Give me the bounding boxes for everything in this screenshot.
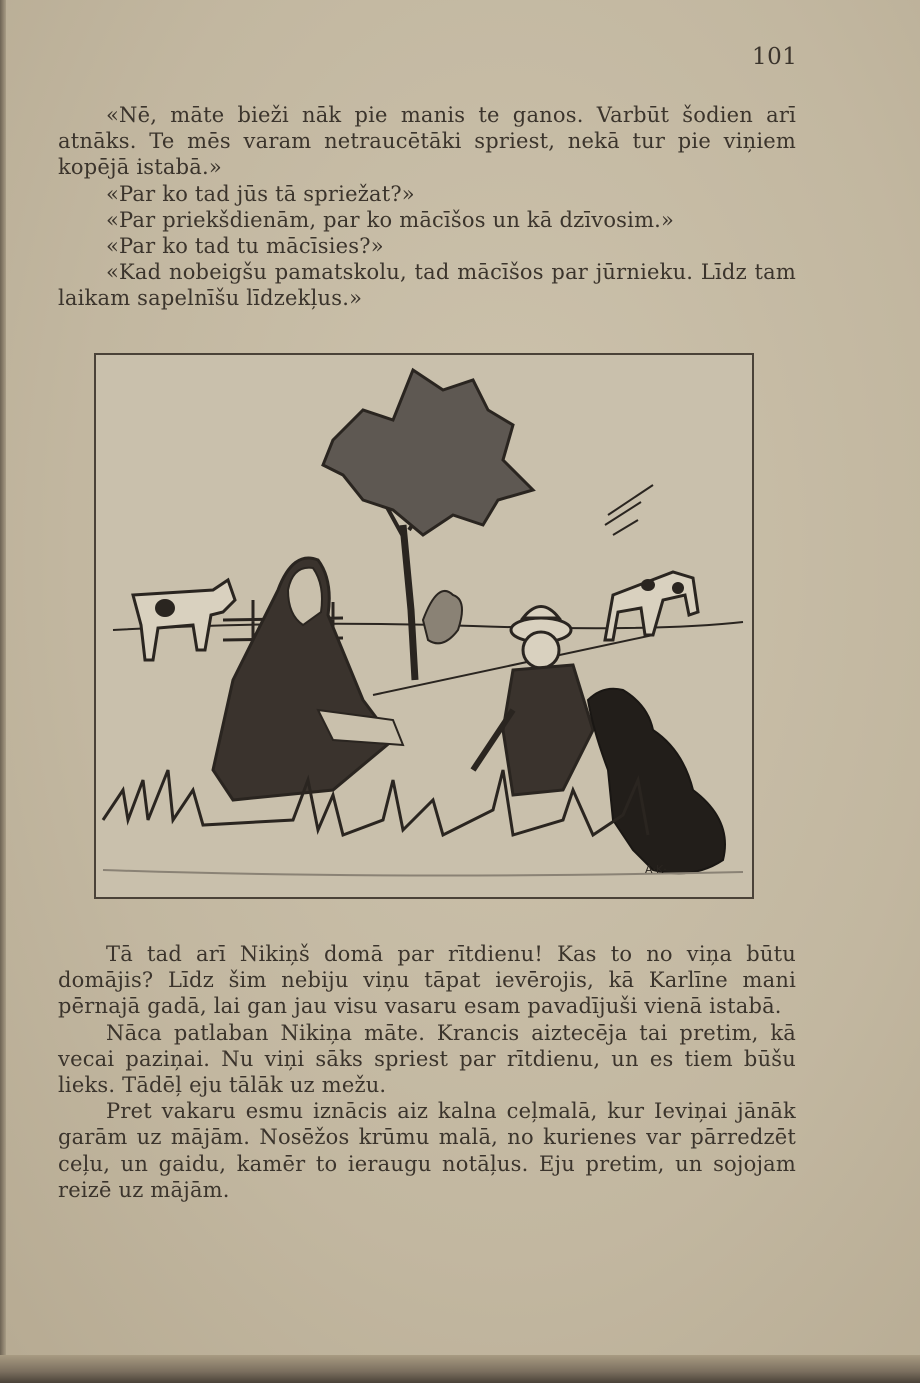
illustration-drawing bbox=[93, 350, 755, 902]
bottom-text-block bbox=[58, 941, 796, 1203]
page-bottom-edge bbox=[0, 1355, 920, 1383]
paragraph: «Nē, māte bieži nāk pie manis te ganos. Varbūt šodien arī atnāks. Te mēs varam netraucētāki spriest, nekā tur pie viņiem kopējā istabā.» bbox=[58, 103, 796, 180]
paragraph: Pret vakaru esmu iznācis aiz kalna ceļmalā, kur Ieviņai jānāk garām uz mājām. Nosēžos krūmu malā, no kurienes var pārredzēt ceļu, un gaidu, kamēr to ieraugu notāļus. Eju pretim, un sojojam reizē uz mājām. bbox=[58, 1099, 796, 1202]
page-number: 101 bbox=[752, 44, 798, 70]
top-text-block bbox=[58, 102, 796, 312]
paragraph: Nāca patlaban Nikiņa māte. Krancis aiztecēja tai pretim, kā vecai paziņai. Nu viņi sāks spriest par rītdienu, un es tiem būšu lieks. Tādēļ eju tālāk uz mežu. bbox=[58, 1020, 796, 1098]
paragraph: «Kad nobeigšu pamatskolu, tad mācīšos par jūrnieku. Līdz tam laikam sapelnīšu līdzekļus.» bbox=[58, 260, 796, 311]
paragraph: «Par ko tad jūs tā spriežat?» bbox=[106, 181, 415, 206]
paragraph: Tā tad arī Nikiņš domā par rītdienu! Kas to no viņa būtu domājis? Līdz šim nebiju viņu tāpat ievērojis, kā Karlīne mani pērnajā gadā, lai gan jau visu vasaru esam pavadījuši vienā istabā. bbox=[58, 942, 796, 1019]
illustration-signature: A·K· bbox=[645, 863, 667, 876]
page-binding-edge bbox=[0, 0, 6, 1383]
illustration bbox=[93, 350, 755, 902]
paragraph: «Par ko tad tu mācīsies?» bbox=[106, 234, 384, 259]
paragraph: «Par priekšdienām, par ko mācīšos un kā dzīvosim.» bbox=[106, 207, 675, 232]
